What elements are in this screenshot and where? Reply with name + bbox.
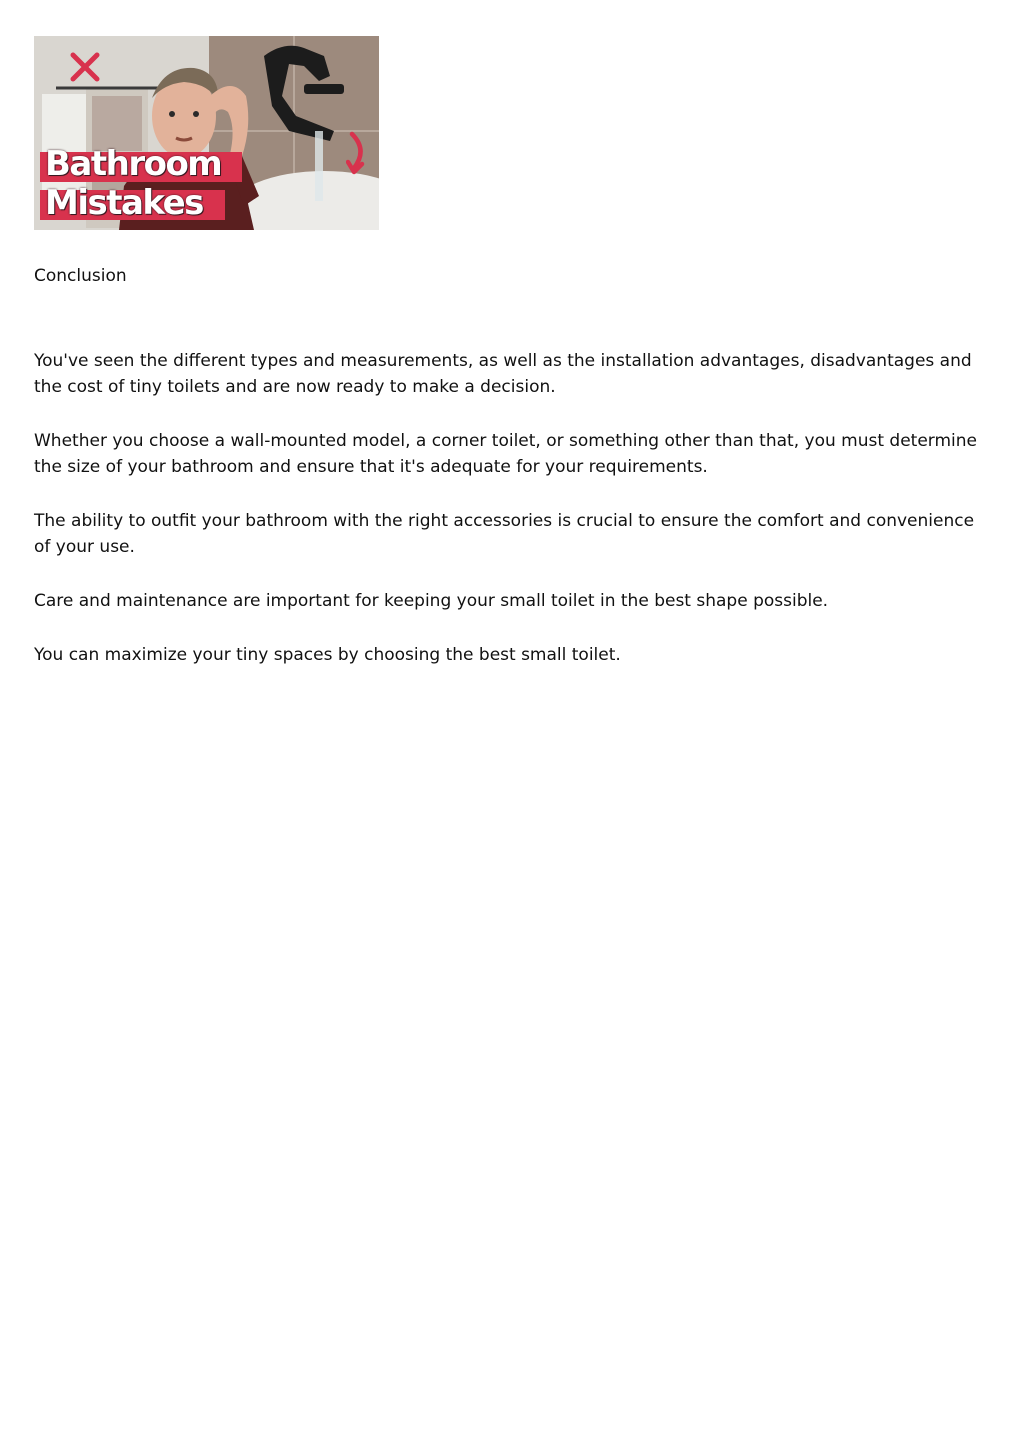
article-body [34,36,994,668]
x-mark-icon [68,50,102,84]
video-thumbnail[interactable] [34,36,379,230]
paragraph: The ability to outfit your bathroom with the right accessories is crucial to ensure the comfort and convenience of your use. [34,511,975,557]
paragraph: You've seen the different types and measurements, as well as the installation advantages, disadvantages and the cost of tiny toilets and are now ready to make a decision. [34,351,972,397]
paragraph: You can maximize your tiny spaces by choosing the best small toilet. [34,645,621,665]
section-heading: Conclusion [34,266,127,286]
thumbnail-caption-line1: Bathroom [45,144,222,184]
paragraph: Whether you choose a wall-mounted model, a corner toilet, or something other than that, you must determine the size of your bathroom and ensure that it's adequate for your requirements. [34,431,977,477]
thumbnail-caption-line2: Mistakes [45,183,203,223]
curved-arrow-icon [346,128,370,176]
paragraph: Care and maintenance are important for keeping your small toilet in the best shape possible. [34,591,829,611]
